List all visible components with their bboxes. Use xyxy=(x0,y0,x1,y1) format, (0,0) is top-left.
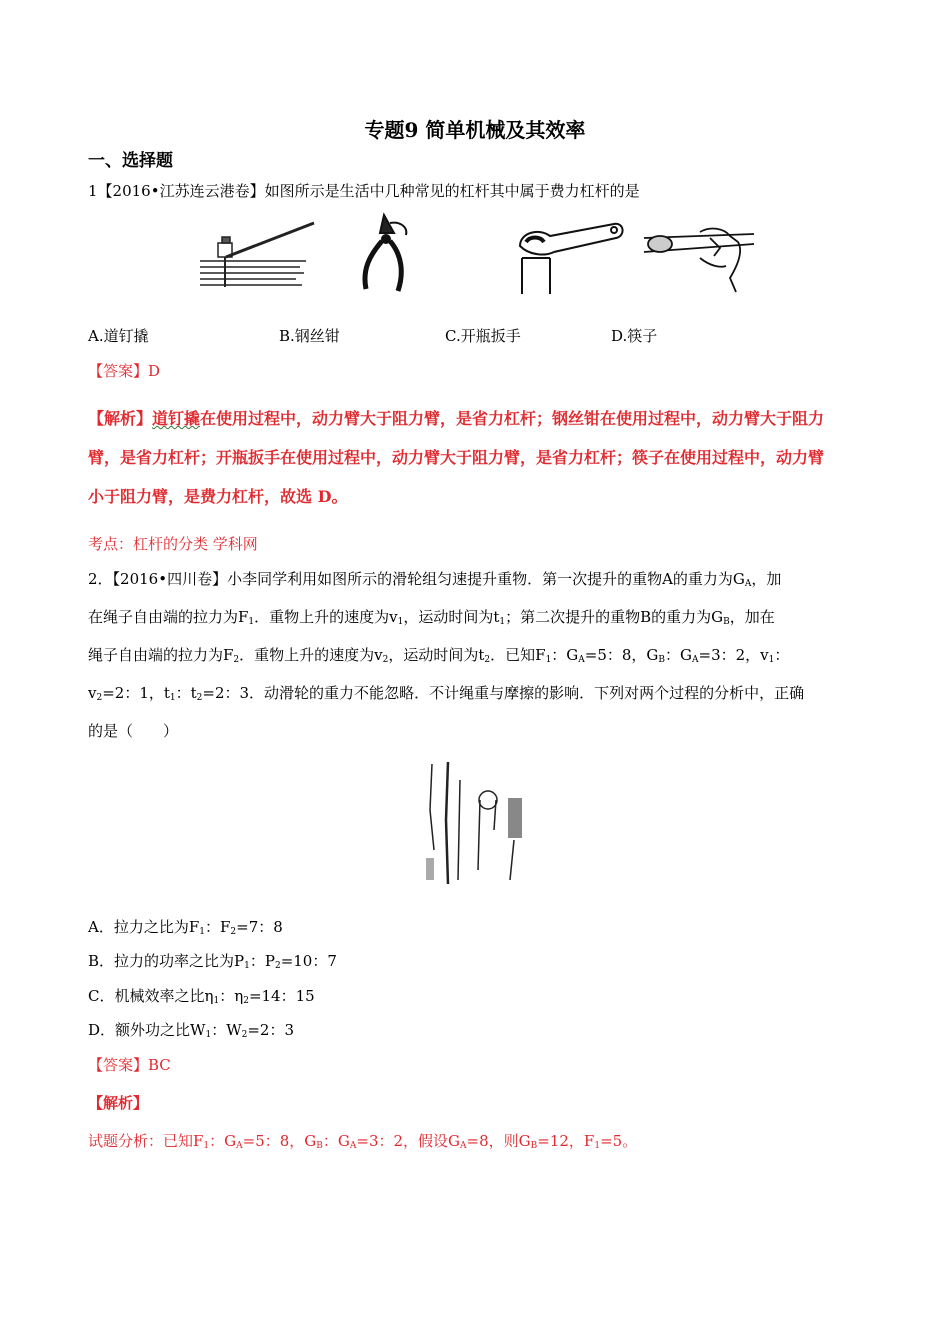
q1-stem: 1【2016•江苏连云港卷】如图所示是生活中几种常见的杠杆其中属于费力杠杆的是 xyxy=(88,182,640,200)
chopsticks-icon xyxy=(640,222,758,294)
q2-line2 xyxy=(88,606,775,627)
q2-text: ，加 xyxy=(751,570,782,588)
q1-answer: 【答案】D xyxy=(88,362,161,380)
q2-option-c xyxy=(88,985,315,1006)
q2-text: v xyxy=(88,684,97,702)
q2-text: ．重物上升的速度为v xyxy=(239,646,383,664)
q2-text: ，运动时间为t xyxy=(388,646,485,664)
q1-analysis-line1 xyxy=(88,406,824,429)
subscript: 2 xyxy=(274,961,281,971)
subscript: 2 xyxy=(243,996,249,1006)
analysis-text: ：G xyxy=(209,1132,237,1150)
q2-text: =2：3．动滑轮的重力不能忽略．不计绳重与摩擦的影响．下列对两个过程的分析中，正确 xyxy=(202,684,805,702)
q2-option-d xyxy=(88,1019,294,1040)
subscript: 2 xyxy=(241,1030,248,1040)
subscript: 1 xyxy=(244,961,250,971)
q2-text: ；第二次提升的重物B的重力为G xyxy=(505,608,724,626)
q2-text: ： xyxy=(774,646,790,664)
q2-option-text: =2：3 xyxy=(247,1021,294,1039)
nail-puller-icon xyxy=(196,215,316,295)
q2-text: 绳子自由端的拉力为F xyxy=(88,646,234,664)
analysis-text: =12，F xyxy=(537,1132,595,1150)
q2-analysis-text xyxy=(88,1130,637,1151)
subscript: 1 xyxy=(545,655,552,665)
subscript: 1 xyxy=(205,1030,212,1040)
subscript: 1 xyxy=(169,693,176,703)
subscript: 2 xyxy=(196,693,203,703)
subscript: A xyxy=(578,655,585,665)
q2-text: ：t xyxy=(175,684,197,702)
q2-option-text: =10：7 xyxy=(280,952,337,970)
q2-text: ：G xyxy=(551,646,579,664)
q2-text: ：G xyxy=(665,646,693,664)
q2-text: 2．【2016•四川卷】小李同学利用如图所示的滑轮组匀速提升重物．第一次提升的重物A的重力为G xyxy=(88,570,745,588)
q2-option-text: =7：8 xyxy=(236,918,283,936)
subscript: B xyxy=(723,617,730,627)
q2-line1 xyxy=(88,568,781,589)
q2-option-b xyxy=(88,950,337,971)
subscript: 1 xyxy=(594,1141,601,1151)
subscript: A xyxy=(460,1141,467,1151)
q2-line3 xyxy=(88,644,789,665)
subscript: A xyxy=(692,655,699,665)
subscript: A xyxy=(744,579,752,589)
q2-line5: 的是（ ） xyxy=(88,722,179,740)
subscript: 2 xyxy=(230,927,237,937)
page-title: 专题9 简单机械及其效率 xyxy=(364,118,586,142)
analysis-text: ：G xyxy=(322,1132,350,1150)
bottle-opener-icon xyxy=(510,214,628,296)
q1-option-d: D.筷子 xyxy=(611,327,658,345)
subscript: 1 xyxy=(248,617,255,627)
analysis-text: =8，则G xyxy=(466,1132,531,1150)
analysis-text: 在使用过程中，动力臂大于阻力臂，是省力杠杆；钢丝钳在使用过程中，动力臂大于阻力 xyxy=(200,409,825,428)
q2-analysis-label: 【解析】 xyxy=(88,1094,149,1112)
pulley-system-icon xyxy=(418,760,528,890)
subscript: 1 xyxy=(768,655,775,665)
q2-option-text: =14：15 xyxy=(248,987,315,1005)
subscript: B xyxy=(316,1141,323,1151)
underlined-term: 道钉撬 xyxy=(152,409,201,428)
q1-option-a: A.道钉撬 xyxy=(88,327,149,345)
q2-option-text: ：F xyxy=(204,918,231,936)
q1-kaodian: 考点：杠杆的分类 学科网 xyxy=(88,535,258,553)
q2-option-a xyxy=(88,916,283,937)
analysis-label: 【解析】 xyxy=(88,409,153,428)
subscript: B xyxy=(658,655,666,665)
q2-option-text: A．拉力之比为F xyxy=(88,918,200,936)
q2-answer: 【答案】BC xyxy=(88,1056,171,1074)
analysis-text: =3：2，假设G xyxy=(356,1132,461,1150)
analysis-text: =5：8，G xyxy=(242,1132,317,1150)
subscript: 2 xyxy=(484,655,491,665)
q2-text: 在绳子自由端的拉力为F xyxy=(88,608,249,626)
subscript: 1 xyxy=(499,617,506,627)
q2-option-text: ：P xyxy=(249,952,275,970)
analysis-text: =5。 xyxy=(600,1132,638,1150)
q1-option-b: B.钢丝钳 xyxy=(279,327,340,345)
subscript: 2 xyxy=(233,655,240,665)
q2-text: =2：1，t xyxy=(102,684,170,702)
subscript: A xyxy=(349,1141,357,1151)
q2-option-text: D．额外功之比W xyxy=(88,1021,206,1039)
q2-text: =5：8，G xyxy=(584,646,659,664)
q1-analysis-line3: 小于阻力臂，是费力杠杆，故选 D。 xyxy=(88,487,348,506)
q2-text: ，运动时间为t xyxy=(403,608,500,626)
analysis-text: 试题分析：已知F xyxy=(88,1132,204,1150)
subscript: 2 xyxy=(382,655,389,665)
q1-option-c: C.开瓶扳手 xyxy=(445,327,521,345)
wire-pliers-icon xyxy=(356,211,418,295)
subscript: 1 xyxy=(213,996,220,1006)
section-heading: 一、选择题 xyxy=(88,151,173,171)
subscript: A xyxy=(236,1141,243,1151)
q2-text: ．已知F xyxy=(490,646,546,664)
subscript: B xyxy=(530,1141,538,1151)
q2-option-text: ：η xyxy=(219,987,244,1005)
subscript: 1 xyxy=(397,617,404,627)
q2-line4 xyxy=(88,682,804,703)
q2-option-text: ：W xyxy=(211,1021,242,1039)
q2-text: =3：2，v xyxy=(698,646,769,664)
q2-text: ，加在 xyxy=(729,608,775,626)
q2-text: ．重物上升的速度为v xyxy=(254,608,398,626)
q2-option-text: C．机械效率之比η xyxy=(88,987,214,1005)
q2-option-text: B．拉力的功率之比为P xyxy=(88,952,245,970)
q1-analysis-line2: 臂，是省力杠杆；开瓶扳手在使用过程中，动力臂大于阻力臂，是省力杠杆；筷子在使用过程中，动力臂 xyxy=(88,448,825,467)
subscript: 2 xyxy=(96,693,103,703)
subscript: 1 xyxy=(203,1141,210,1151)
subscript: 1 xyxy=(199,927,205,937)
